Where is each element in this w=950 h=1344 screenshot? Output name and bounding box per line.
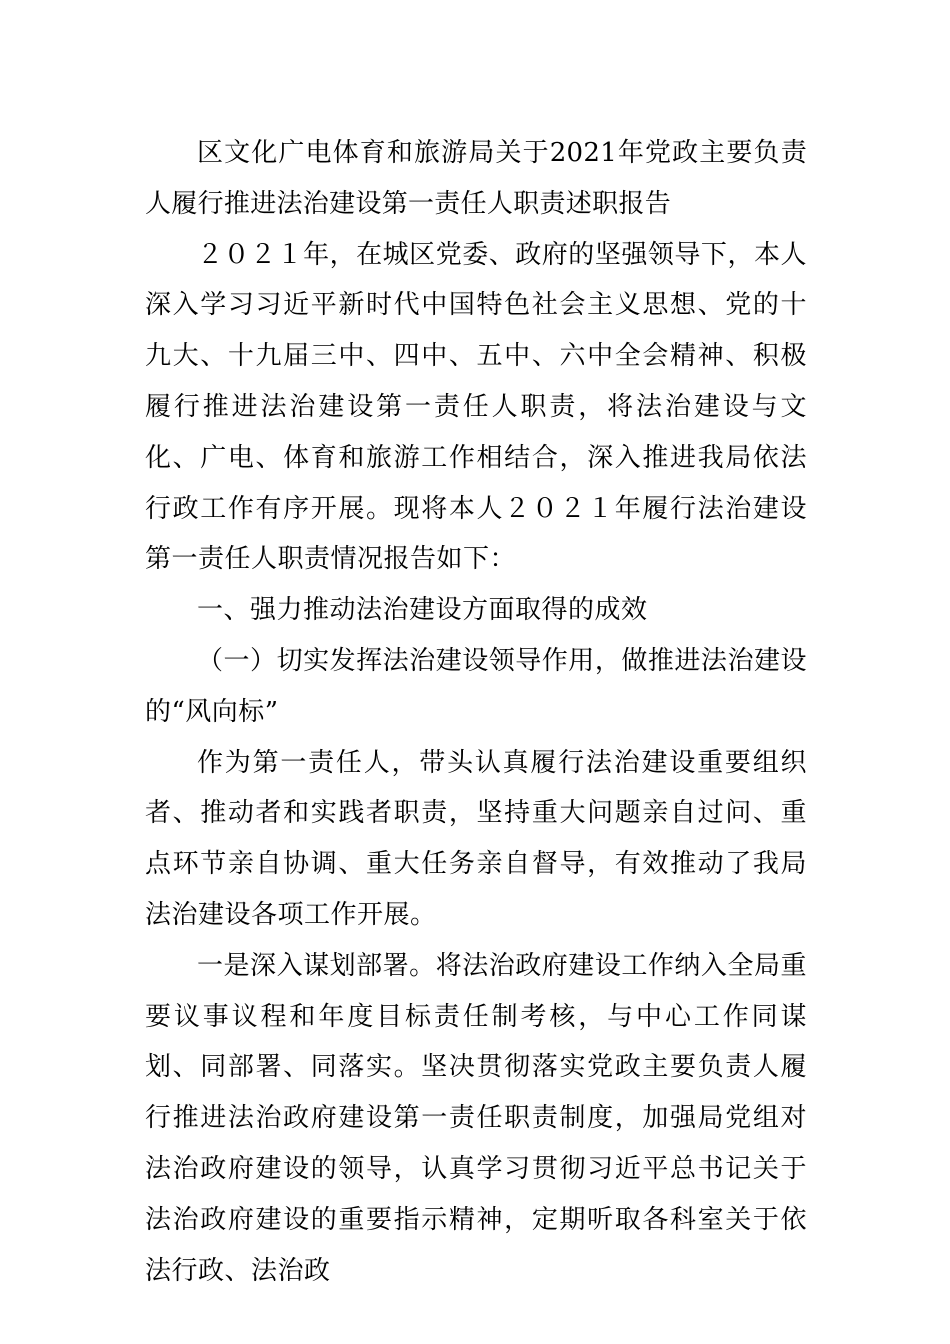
paragraph-planning: 一是深入谋划部署。将法治政府建设工作纳入全局重要议事议程和年度目标责任制考核，与中心工作同谋划、同部署、同落实。坚决贯彻落实党政主要负责人履行推进法治政府建设第一责任职责制度，加强局党组对法治政府建设的领导，认真学习贯彻习近平总书记关于法治政府建设的重要指示精神，定期听取各科室关于依法行政、法治政 — [145, 950, 807, 1286]
paragraph-role: 作为第一责任人，带头认真履行法治建设重要组织者、推动者和实践者职责，坚持重大问题亲自过问、重点环节亲自协调、重大任务亲自督导，有效推动了我局法治建设各项工作开展。 — [145, 747, 807, 930]
paragraph-intro: ２０２１年，在城区党委、政府的坚强领导下，本人深入学习习近平新时代中国特色社会主义思想、党的十九大、十九届三中、四中、五中、六中全会精神、积极履行推进法治建设第一责任人职责，将法治建设与文化、广电、体育和旅游工作相结合，深入推进我局依法行政工作有序开展。现将本人２０２１年履行法治建设第一责任人职责情况报告如下： — [145, 239, 807, 575]
subsection-heading-1: （一）切实发挥法治建设领导作用，做推进法治建设的“风向标” — [145, 645, 807, 727]
section-heading-1: 一、强力推动法治建设方面取得的成效 — [197, 595, 648, 626]
document-title: 区文化广电体育和旅游局关于2021年党政主要负责人履行推进法治建设第一责任人职责述职报告 — [145, 138, 807, 219]
document-page — [145, 128, 807, 1296]
